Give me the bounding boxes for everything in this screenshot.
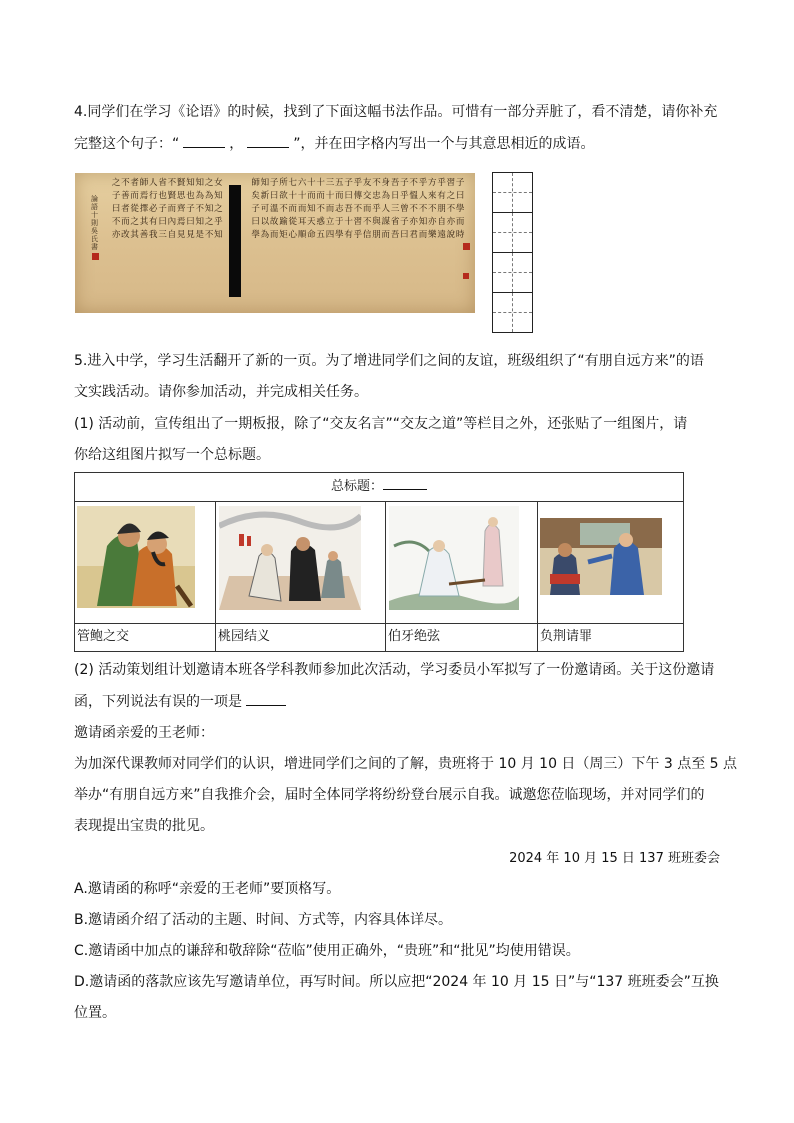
q5-line-1: 5.进入中学，学习生活翻开了新的一页。为了增进同学们之间的友谊，班级组织了“有朋自远方来”的语 <box>74 353 704 369</box>
calligraphy-column: 友 交 而 不 信 <box>362 178 372 240</box>
q5-sub1-line-2: 你给这组图片拟写一个总标题。 <box>74 447 270 463</box>
calligraphy-column: 六 十 而 耳 順 <box>297 178 307 240</box>
total-title-label: 总标题： <box>330 479 383 494</box>
calligraphy-column: 子 曰 吾 十 有 <box>344 178 353 240</box>
calligraphy-column: 十 而 知 天 命 <box>307 178 316 240</box>
letter-heading: 邀请函亲爱的王老师： <box>74 725 214 741</box>
seal-stamp <box>463 243 470 250</box>
calligraphy-column: 身 為 人 謀 而 <box>381 178 391 240</box>
calligraphy-column: 不 慍 不 亦 君 <box>409 178 418 240</box>
answer-blank-2[interactable] <box>247 133 289 148</box>
total-title-blank[interactable] <box>383 475 427 490</box>
calligraphy-column: 五 而 志 于 學 <box>335 178 344 240</box>
calligraphy-column: 十 而 不 惑 五 <box>316 178 325 240</box>
picture-fujing <box>540 518 662 595</box>
grid-cell[interactable] <box>493 293 532 332</box>
calligraphy-column: 知 也 子 曰 見 <box>186 178 195 240</box>
table-header <box>75 473 683 502</box>
calligraphy-column: 吾 日 三 省 吾 <box>390 178 400 240</box>
grid-cell[interactable] <box>493 213 532 253</box>
calligraphy-column: 省 也 子 曰 三 <box>158 178 167 240</box>
letter-body-1: 为加深代课教师对同学们的认识，增进同学们之间的了解，贵班将于 10 月 10 日（周三）下午 3 点至 5 点 <box>74 756 738 772</box>
smudged-area <box>229 185 241 297</box>
picture-boya <box>389 506 519 610</box>
calligraphy-column: 之 為 知 之 不 <box>204 178 214 240</box>
grid-cell[interactable] <box>493 253 532 293</box>
calligraphy-column: 子 曰 溫 故 而 <box>269 178 279 240</box>
q4-line-1: 4.同学们在学习《论语》的时候，找到了下面这幅书法作品。可惜有一部分弄脏了，看不清楚，请你补充 <box>74 104 718 120</box>
calligraphy-column: 子 曰 學 而 時 <box>455 178 465 240</box>
letter-signature: 2024 年 10 月 15 日 137 班班委会 <box>509 851 720 866</box>
q4-line-2-start: 完整这个句子：“ <box>74 136 180 152</box>
caption-4: 负荆请罪 <box>540 629 593 644</box>
tianzige-grid[interactable] <box>492 172 533 333</box>
q4-line-2 <box>74 133 595 154</box>
calligraphy-column: 七 十 而 從 心 <box>288 178 298 240</box>
q5-sub2-line-1: (2) 活动策划组计划邀请本班各学科教师参加此次活动，学习委员小军拟写了一份邀请函。关于这份邀请 <box>74 662 715 678</box>
calligraphy-column: 知 為 不 知 是 <box>195 178 205 240</box>
q5-sub1-line-1: (1) 活动前，宣传组出了一期板报，除了“交友名言”“交友之道”等栏目之外，还张贴了一组图片，请 <box>74 416 688 432</box>
answer-blank-1[interactable] <box>183 133 225 148</box>
picture-taoyuan <box>219 506 361 610</box>
calligraphy-column: 乎 人 不 知 而 <box>418 178 428 240</box>
calligraphy-column: 乎 傳 不 習 乎 <box>353 178 363 240</box>
calligraphy-column: 不 忠 乎 與 朋 <box>372 178 381 240</box>
option-d-line-2: 位置。 <box>74 1005 116 1021</box>
q5-line-2: 文实践活动。请你参加活动，并完成相关任务。 <box>74 384 368 400</box>
q4-line-2-comma: ， <box>229 136 244 152</box>
answer-blank-3[interactable] <box>246 691 286 706</box>
caption-2: 桃园结义 <box>218 629 271 644</box>
letter-body-2: 举办“有朋自远方来”自我推介会，届时全体同学将纷纷登台展示自我。诚邀您莅临现场，并对同学们的 <box>74 787 705 803</box>
calligraphy-column: 子 乎 曾 子 曰 <box>400 178 409 240</box>
calligraphy-artwork <box>75 173 475 313</box>
q4-line-2-end: ”，并在田字格内写出一个与其意思相近的成语。 <box>293 136 595 152</box>
calligraphy-column: 者 而 從 之 其 <box>130 178 139 240</box>
grid-cell[interactable] <box>493 173 532 213</box>
calligraphy-column: 師 矣 子 曰 學 <box>251 178 260 240</box>
calligraphy-column: 所 欲 不 踰 矩 <box>279 178 288 240</box>
q5-sub2-line-2 <box>74 691 286 712</box>
calligraphy-column: 師 焉 擇 其 善 <box>139 178 149 240</box>
calligraphy-column: 習 之 不 亦 說 <box>446 178 456 240</box>
calligraphy-column: 方 來 不 亦 樂 <box>428 178 437 240</box>
calligraphy-column: 人 行 必 有 我 <box>149 178 158 240</box>
calligraphy-column: 三 十 而 立 四 <box>325 178 335 240</box>
caption-1: 管鲍之交 <box>77 629 130 644</box>
calligraphy-column: 賢 思 齊 焉 見 <box>176 178 186 240</box>
calligraphy-column: 不 善 者 而 改 <box>121 178 130 240</box>
calligraphy-signature: 論 語 十 則 吳 氏 書 <box>91 195 98 251</box>
option-b[interactable]: B.邀请函介绍了活动的主题、时间、方式等，内容具体详尽。 <box>74 912 453 928</box>
calligraphy-column: 不 賢 而 內 自 <box>167 178 177 240</box>
calligraphy-column: 女 知 之 乎 知 <box>214 178 223 240</box>
calligraphy-column: 之 子 曰 不 亦 <box>111 178 121 240</box>
q5-sub2-line-2-text: 函，下列说法有误的一项是 <box>74 694 242 710</box>
option-a[interactable]: A.邀请函的称呼“亲爱的王老师”要顶格写。 <box>74 881 341 897</box>
calligraphy-column: 知 新 可 以 為 <box>260 178 270 240</box>
letter-body-3: 表现提出宝贵的批见。 <box>74 818 214 834</box>
calligraphy-column: 乎 有 朋 自 遠 <box>437 178 446 240</box>
seal-stamp <box>463 273 469 279</box>
caption-3: 伯牙绝弦 <box>388 629 441 644</box>
seal-stamp <box>92 253 99 260</box>
option-d-line-1[interactable]: D.邀请函的落款应该先写邀请单位，再写时间。所以应把“2024 年 10 月 15 日”与“137 班班委会”互换 <box>74 974 719 990</box>
option-c[interactable]: C.邀请函中加点的谦辞和敬辞除“莅临”使用正确外，“贵班”和“批见”均使用错误。 <box>74 943 580 959</box>
picture-table <box>74 472 684 652</box>
picture-guan-bao <box>77 506 195 608</box>
